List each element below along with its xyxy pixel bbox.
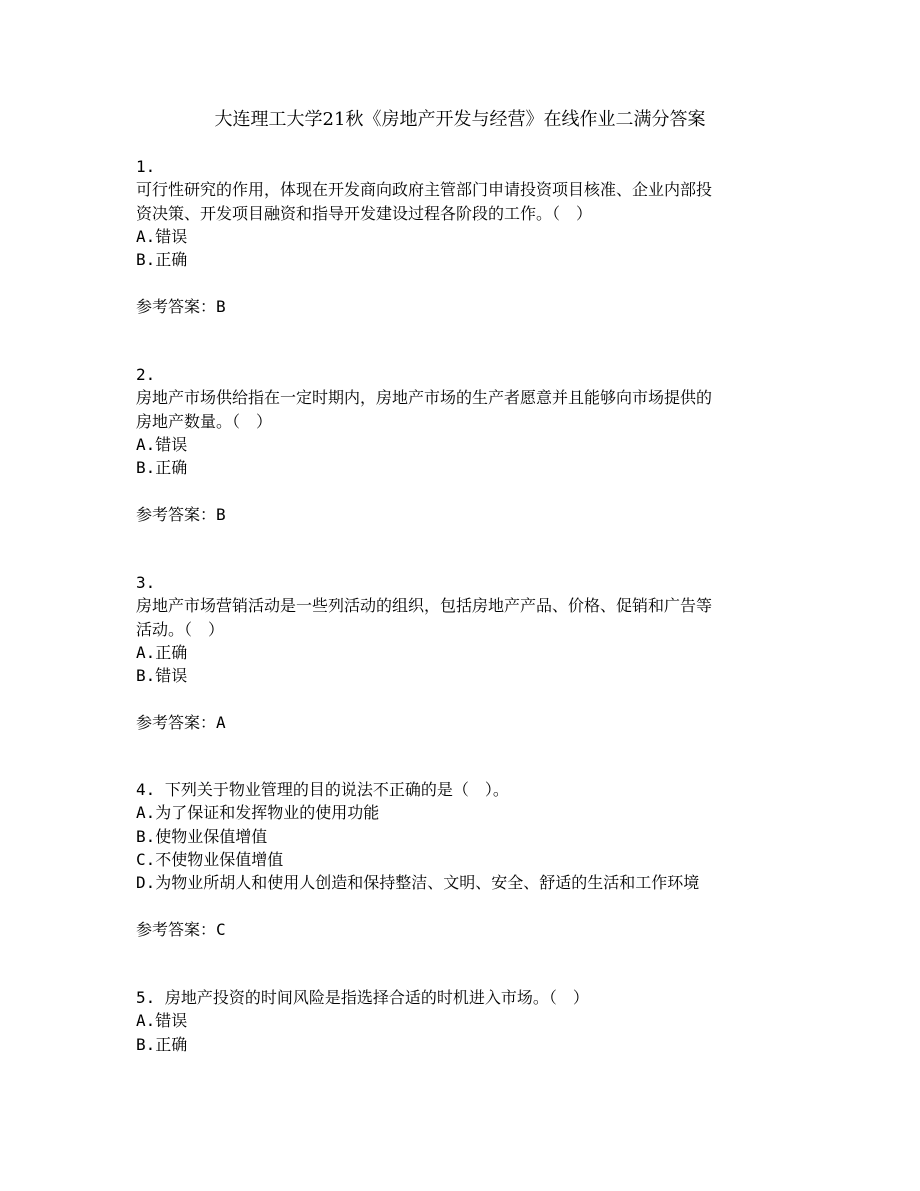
- option-b: B.使物业保值增值: [136, 826, 268, 846]
- question-text: 资决策、开发项目融资和指导开发建设过程各阶段的工作。（ ）: [136, 203, 593, 223]
- question-3: [136, 571, 796, 734]
- option-a: A.错误: [136, 226, 188, 246]
- question-text: 4. 下列关于物业管理的目的说法不正确的是（ ）。: [136, 780, 509, 799]
- question-2: [136, 363, 796, 526]
- question-number: 3.: [136, 573, 156, 592]
- reference-answer: 参考答案：B: [136, 504, 226, 524]
- reference-answer: 参考答案：A: [136, 712, 226, 732]
- question-text: 5. 房地产投资的时间风险是指选择合适的时机进入市场。（ ）: [136, 988, 589, 1007]
- reference-answer: 参考答案：C: [136, 919, 226, 939]
- question-number: 2.: [136, 365, 156, 384]
- question-text: 活动。（ ）: [136, 619, 225, 639]
- option-b: B.正确: [136, 458, 188, 478]
- question-text: 房地产市场供给指在一定时期内，房地产市场的生产者愿意并且能够向市场提供的: [136, 388, 713, 408]
- option-c: C.不使物业保值增值: [136, 849, 284, 869]
- option-b: B.错误: [136, 666, 188, 686]
- option-d: D.为物业所胡人和使用人创造和保持整洁、文明、安全、舒适的生活和工作环境: [136, 873, 700, 893]
- question-text: 房地产市场营销活动是一些列活动的组织，包括房地产产品、价格、促销和广告等: [136, 596, 713, 616]
- option-a: A.为了保证和发挥物业的使用功能: [136, 803, 380, 823]
- question-number: 1.: [136, 157, 156, 176]
- option-a: A.错误: [136, 1011, 188, 1031]
- reference-answer: 参考答案：B: [136, 296, 226, 316]
- option-b: B.正确: [136, 250, 188, 270]
- document-title: 大连理工大学21秋《房地产开发与经营》在线作业二满分答案: [214, 109, 706, 130]
- question-4: [136, 778, 796, 941]
- option-a: A.错误: [136, 434, 188, 454]
- question-1: [136, 155, 796, 318]
- question-5: [136, 986, 796, 1056]
- question-text: 可行性研究的作用，体现在开发商向政府主管部门申请投资项目核准、企业内部投: [136, 180, 713, 200]
- option-b: B.正确: [136, 1034, 188, 1054]
- question-text: 房地产数量。（ ）: [136, 411, 273, 431]
- option-a: A.正确: [136, 642, 188, 662]
